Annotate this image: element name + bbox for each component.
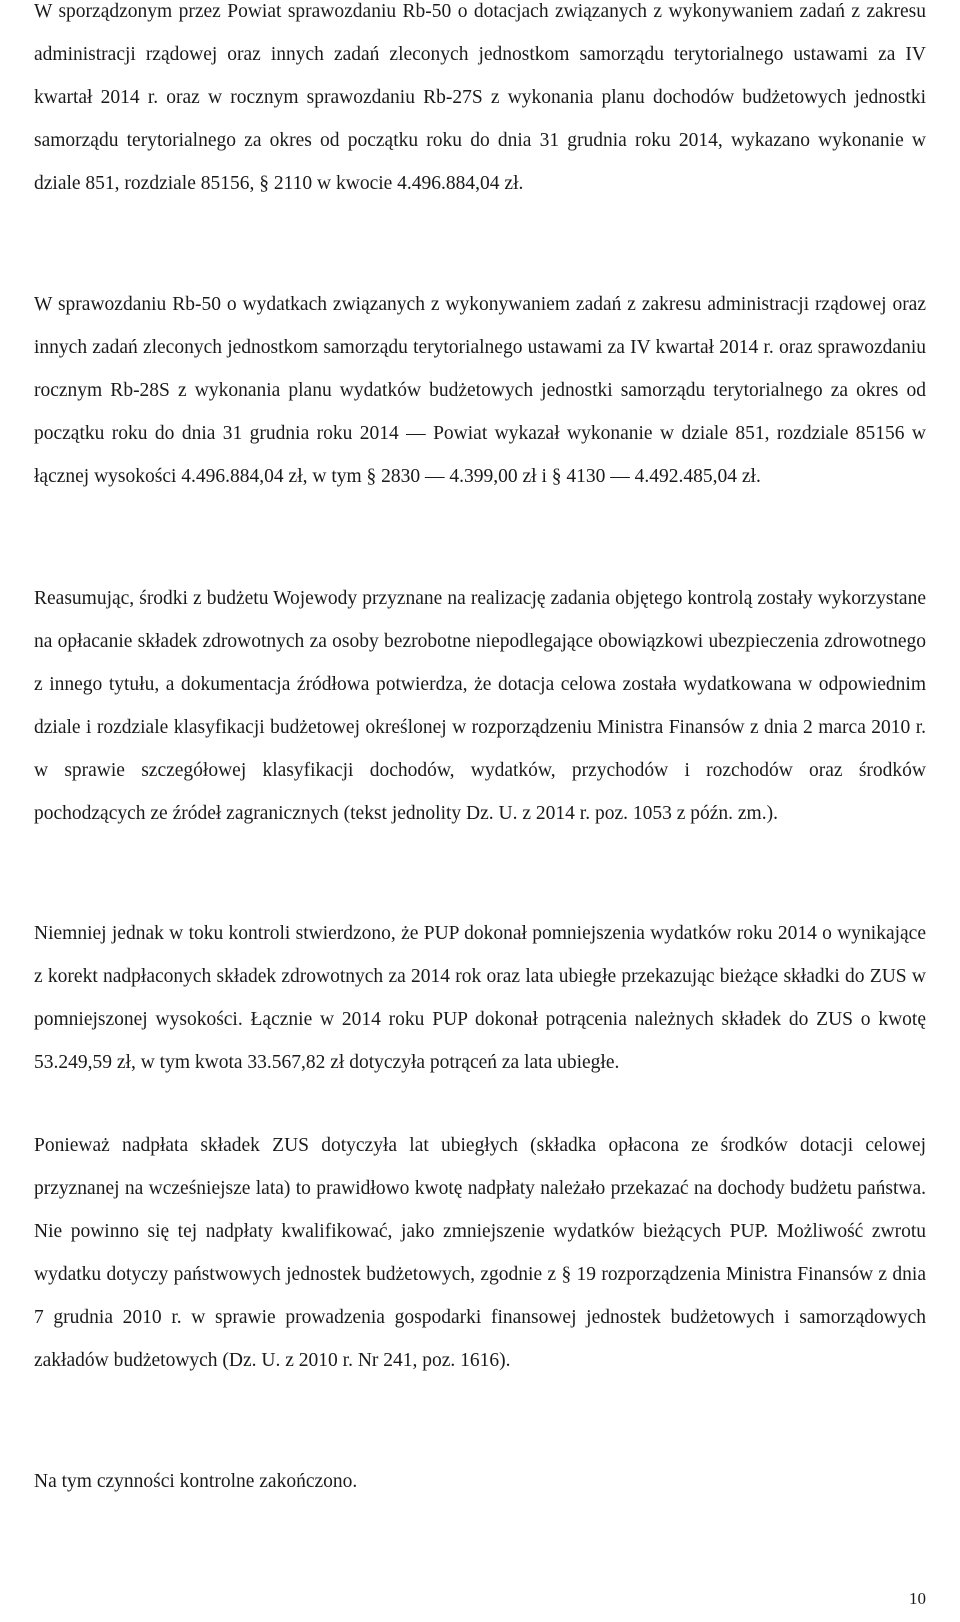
paragraph-rb50-expenditure-report: W sprawozdaniu Rb-50 o wydatkach związanych z wykonywaniem zadań z zakresu administracji rządowej oraz innych zadań zleconych jednostkom samorządu terytorialnego ustawami za IV kwartał 2014 r. oraz sprawozdaniu rocznym Rb-28S z wykonania planu wydatków budżetowych jednostki samorządu terytorialnego za okres od początku roku do dnia 31 grudnia roku 2014 — Powiat wykazał wykonanie w dziale 851, rozdziale 85156 w łącznej wysokości 4.496.884,04 zł, w tym § 2830 — 4.399,00 zł i § 4130 — 4.492.485,04 zł. bbox=[34, 294, 926, 487]
page-number: 10 bbox=[909, 1589, 926, 1608]
paragraph-findings: Niemniej jednak w toku kontroli stwierdzono, że PUP dokonał pomniejszenia wydatków roku 2014 o wynikające z korekt nadpłaconych składek zdrowotnych za 2014 rok oraz lata ubiegłe przekazując bieżące składki do ZUS w pomniejszonej wysokości. Łącznie w 2014 roku PUP dokonał potrącenia należnych składek do ZUS o kwotę 53.249,59 zł, w tym kwota 33.567,82 zł dotyczyła potrąceń za lata ubiegłe. bbox=[34, 923, 926, 1073]
paragraph-summary: Reasumując, środki z budżetu Wojewody przyznane na realizację zadania objętego kontrolą zostały wykorzystane na opłacanie składek zdrowotnych za osoby bezrobotne niepodlegające obowiązkowi ubezpieczenia zdrowotnego z innego tytułu, a dokumentacja źródłowa potwierdza, że dotacja celowa została wydatkowana w odpowiednim dziale i rozdziale klasyfikacji budżetowej określonej w rozporządzeniu Ministra Finansów z dnia 2 marca 2010 r. w sprawie szczegółowej klasyfikacji dochodów, wydatków, przychodów i rozchodów oraz środków pochodzących ze źródeł zagranicznych (tekst jednolity Dz. U. z 2014 r. poz. 1053 z późn. zm.). bbox=[34, 588, 926, 824]
paragraph-rb50-income-report: W sporządzonym przez Powiat sprawozdaniu Rb-50 o dotacjach związanych z wykonywaniem zadań z zakresu administracji rządowej oraz innych zadań zleconych jednostkom samorządu terytorialnego ustawami za IV kwartał 2014 r. oraz w rocznym sprawozdaniu Rb-27S z wykonania planu dochodów budżetowych jednostki samorządu terytorialnego za okres od początku roku do dnia 31 grudnia roku 2014, wykazano wykonanie w dziale 851, rozdziale 85156, § 2110 w kwocie 4.496.884,04 zł. bbox=[34, 1, 926, 194]
paragraph-closing: Na tym czynności kontrolne zakończono. bbox=[34, 1471, 358, 1492]
paragraph-assessment: Ponieważ nadpłata składek ZUS dotyczyła lat ubiegłych (składka opłacona ze środków dotacji celowej przyznanej na wcześniejsze lata) to prawidłowo kwotę nadpłaty należało przekazać na dochody budżetu państwa. Nie powinno się tej nadpłaty kwalifikować, jako zmniejszenie wydatków bieżących PUP. Możliwość zwrotu wydatku dotyczy państwowych jednostek budżetowych, zgodnie z § 19 rozporządzenia Ministra Finansów z dnia 7 grudnia 2010 r. w sprawie prowadzenia gospodarki finansowej jednostek budżetowych i samorządowych zakładów budżetowych (Dz. U. z 2010 r. Nr 241, poz. 1616). bbox=[34, 1135, 926, 1371]
